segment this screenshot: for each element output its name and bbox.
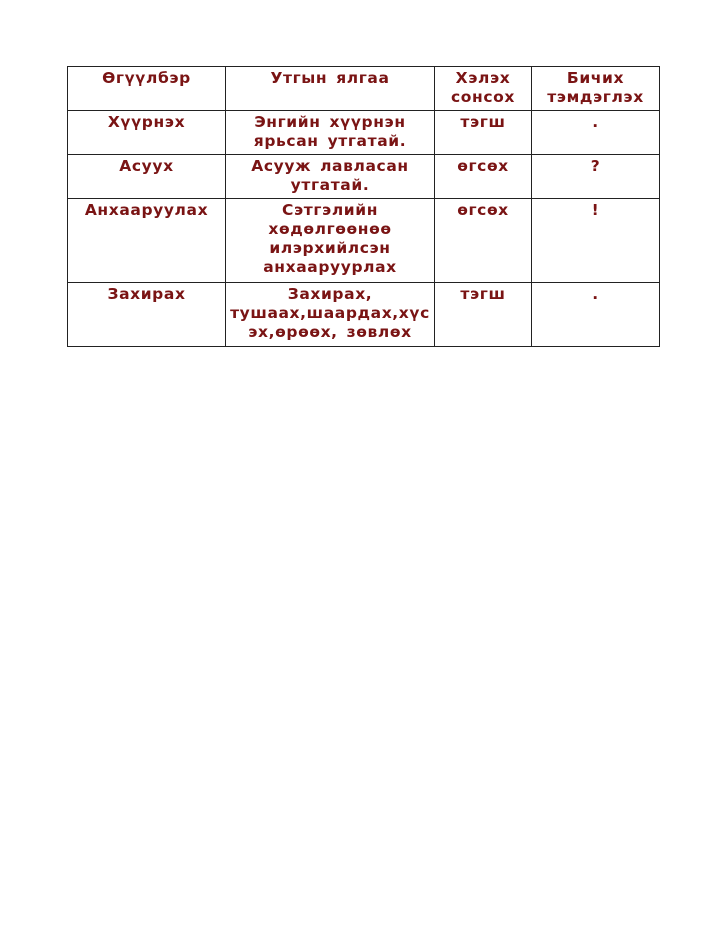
header-cell-sentence: Өгүүлбэр <box>68 67 226 111</box>
cell-intonation: өгсөх <box>435 199 532 283</box>
cell-meaning: Асууж лавласан утгатай. <box>226 155 435 199</box>
header-cell-written-mark: Бичих тэмдэглэх <box>532 67 660 111</box>
cell-meaning: Захирах, тушаах,шаардах,хүс эх,өрөөх, зөвлөх <box>226 283 435 347</box>
cell-sentence-type: Асуух <box>68 155 226 199</box>
table-header-row <box>68 67 660 111</box>
table-row <box>68 111 660 155</box>
cell-punctuation: ? <box>532 155 660 199</box>
header-cell-speaking-intonation: Хэлэх сонсох <box>435 67 532 111</box>
cell-sentence-type: Хүүрнэх <box>68 111 226 155</box>
cell-intonation: тэгш <box>435 283 532 347</box>
cell-meaning: Энгийн хүүрнэн ярьсан утгатай. <box>226 111 435 155</box>
cell-meaning: Сэтгэлийн хөдөлгөөнөө илэрхийлсэн анхааруурлах <box>226 199 435 283</box>
cell-sentence-type: Захирах <box>68 283 226 347</box>
cell-punctuation: . <box>532 111 660 155</box>
table-row <box>68 199 660 283</box>
header-cell-meaning-difference: Утгын ялгаа <box>226 67 435 111</box>
table-row <box>68 283 660 347</box>
cell-punctuation: ! <box>532 199 660 283</box>
sentence-types-table <box>67 66 660 347</box>
cell-punctuation: . <box>532 283 660 347</box>
cell-sentence-type: Анхааруулах <box>68 199 226 283</box>
cell-intonation: тэгш <box>435 111 532 155</box>
cell-intonation: өгсөх <box>435 155 532 199</box>
table-row <box>68 155 660 199</box>
